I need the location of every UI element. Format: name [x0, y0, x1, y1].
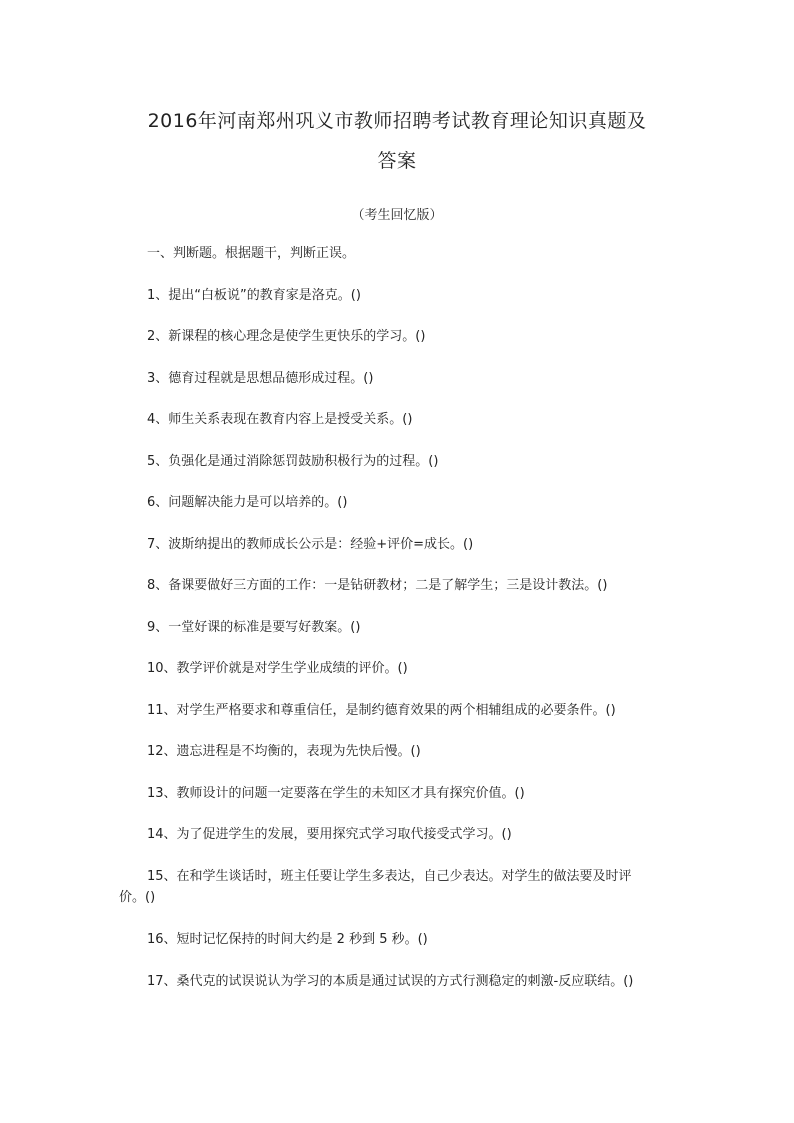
- section-heading: 一、判断题。根据题干，判断正误。: [147, 246, 356, 261]
- question-item: 3、德育过程就是思想品德形成过程。(): [147, 371, 374, 386]
- question-item: 6、问题解决能力是可以培养的。(): [147, 495, 348, 510]
- question-item: 10、教学评价就是对学生学业成绩的评价。(): [147, 661, 408, 676]
- question-item: 2、新课程的核心理念是使学生更快乐的学习。(): [147, 329, 426, 344]
- question-item: 1、提出“白板说”的教育家是洛克。(): [147, 288, 361, 303]
- question-item: 16、短时记忆保持的时间大约是 2 秒到 5 秒。(): [147, 932, 428, 947]
- question-item: 12、遗忘进程是不均衡的，表现为先快后慢。(): [147, 744, 421, 759]
- question-item: 9、一堂好课的标准是要写好教案。(): [147, 620, 361, 635]
- document-title-line-2: 答案: [377, 150, 417, 172]
- question-item-continuation: 价。(): [119, 890, 156, 905]
- document-subtitle: （考生回忆版）: [351, 208, 443, 223]
- question-item: 14、为了促进学生的发展，要用探究式学习取代接受式学习。(): [147, 827, 512, 842]
- question-item: 13、教师设计的问题一定要落在学生的未知区才具有探究价值。(): [147, 786, 525, 801]
- question-item: 17、桑代克的试误说认为学习的本质是通过试误的方式行测稳定的刺激-反应联结。(): [147, 974, 634, 989]
- question-item: 4、师生关系表现在教育内容上是授受关系。(): [147, 412, 413, 427]
- document-title-line-1: 2016年河南郑州巩义市教师招聘考试教育理论知识真题及: [147, 110, 647, 132]
- question-item: 7、波斯纳提出的教师成长公示是：经验+评价=成长。(): [147, 537, 474, 552]
- question-item: 15、在和学生谈话时，班主任要让学生多表达，自己少表达。对学生的做法要及时评: [147, 869, 632, 884]
- question-item: 5、负强化是通过消除惩罚鼓励积极行为的过程。(): [147, 454, 439, 469]
- question-item: 11、对学生严格要求和尊重信任，是制约德育效果的两个相辅组成的必要条件。(): [147, 703, 616, 718]
- question-item: 8、备课要做好三方面的工作：一是钻研教材；二是了解学生；三是设计教法。(): [147, 578, 608, 593]
